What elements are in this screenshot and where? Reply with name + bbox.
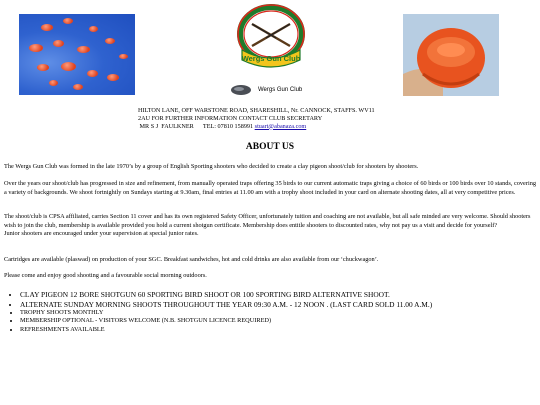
- secretary-contact: MR S J FAULKNER TEL: 07810 158991: [138, 122, 255, 130]
- about-paragraph-shoot-details: Over the years our shoot/club has progressed in size and refinement, from manually operated traps offering 35 birds to our current automatic traps giving a choice of 60 birds or 100 birds over 10 stands, covering a variety of backgrounds. We shoot fortnightly on Sundays starting at 9.30am, final entries at 11.00 am with a trophy shoot included in your card on alternate shooting dates, all at very competitive prices.: [4, 180, 536, 196]
- about-heading: ABOUT US: [245, 142, 295, 152]
- logo-text: Wergs Gun Club: [241, 54, 301, 63]
- clay-pigeon-icon: [230, 84, 252, 96]
- email-link[interactable]: stuart@abanaza.com: [254, 122, 307, 130]
- features-list: [4, 290, 540, 334]
- junior-text: Junior shooters are encouraged under your supervision at special junior rates.: [4, 230, 199, 237]
- about-paragraph-history: The Wergs Gun Club was formed in the late 1970’s by a group of English Sporting shooters who decided to create a clay pigeon shoot/club for shooters by shooters.: [4, 163, 419, 170]
- logo-caption: Wergs Gun Club: [258, 87, 303, 93]
- membership-text: The shoot/club is CPSA affiliated, carries Section 11 cover and has its own registered Safety Officer, unfortunately tuition and coaching are not available, but all safe minded are very welcome. Should shooters wish to join the club, membership is available provided you hold a current shotgun certificate. Membership does entitle shooters to discounted rates, why not pay us a visit and decide for yourself?: [4, 213, 531, 229]
- address-line-3: [138, 123, 428, 131]
- about-paragraph-cartridges: Cartridges are available (plaswad) on production of your SGC. Breakfast sandwiches, hot and cold drinks are also available from our ‘chuckwagon’.: [4, 256, 379, 263]
- list-item: • TROPHY SHOOTS MONTHLY: [20, 309, 540, 317]
- contact-address: [138, 107, 428, 130]
- address-line-1: HILTON LANE, OFF WARSTONE ROAD, SHARESHILL, Nr. CANNOCK, STAFFS. WV11: [138, 107, 375, 114]
- about-paragraph-membership: [4, 213, 536, 239]
- list-item: • CLAY PIGEON 12 BORE SHOTGUN 60 SPORTING BIRD SHOOT OR 100 SPORTING BIRD ALTERNATIVE SHOOT.: [20, 290, 540, 300]
- clay-targets-sky-photo: [19, 14, 135, 95]
- orange-clay-photo: [403, 14, 499, 96]
- club-logo: [236, 4, 306, 71]
- about-paragraph-invitation: Please come and enjoy good shooting and a favourable social morning outdoors.: [4, 272, 207, 279]
- list-item: • REFRESHMENTS AVAILABLE: [20, 326, 540, 334]
- list-item: • MEMBERSHIP OPTIONAL - VISITORS WELCOME (N.B. SHOTGUN LICENCE REQUIRED): [20, 317, 540, 325]
- list-item: • ALTERNATE SUNDAY MORNING SHOOTS THROUGHOUT THE YEAR 09:30 A.M. - 12 NOON . (LAST CARD SOLD 11.00 A.M.): [20, 300, 540, 310]
- address-line-2: 2AU FOR FURTHER INFORMATION CONTACT CLUB SECRETARY: [138, 114, 323, 122]
